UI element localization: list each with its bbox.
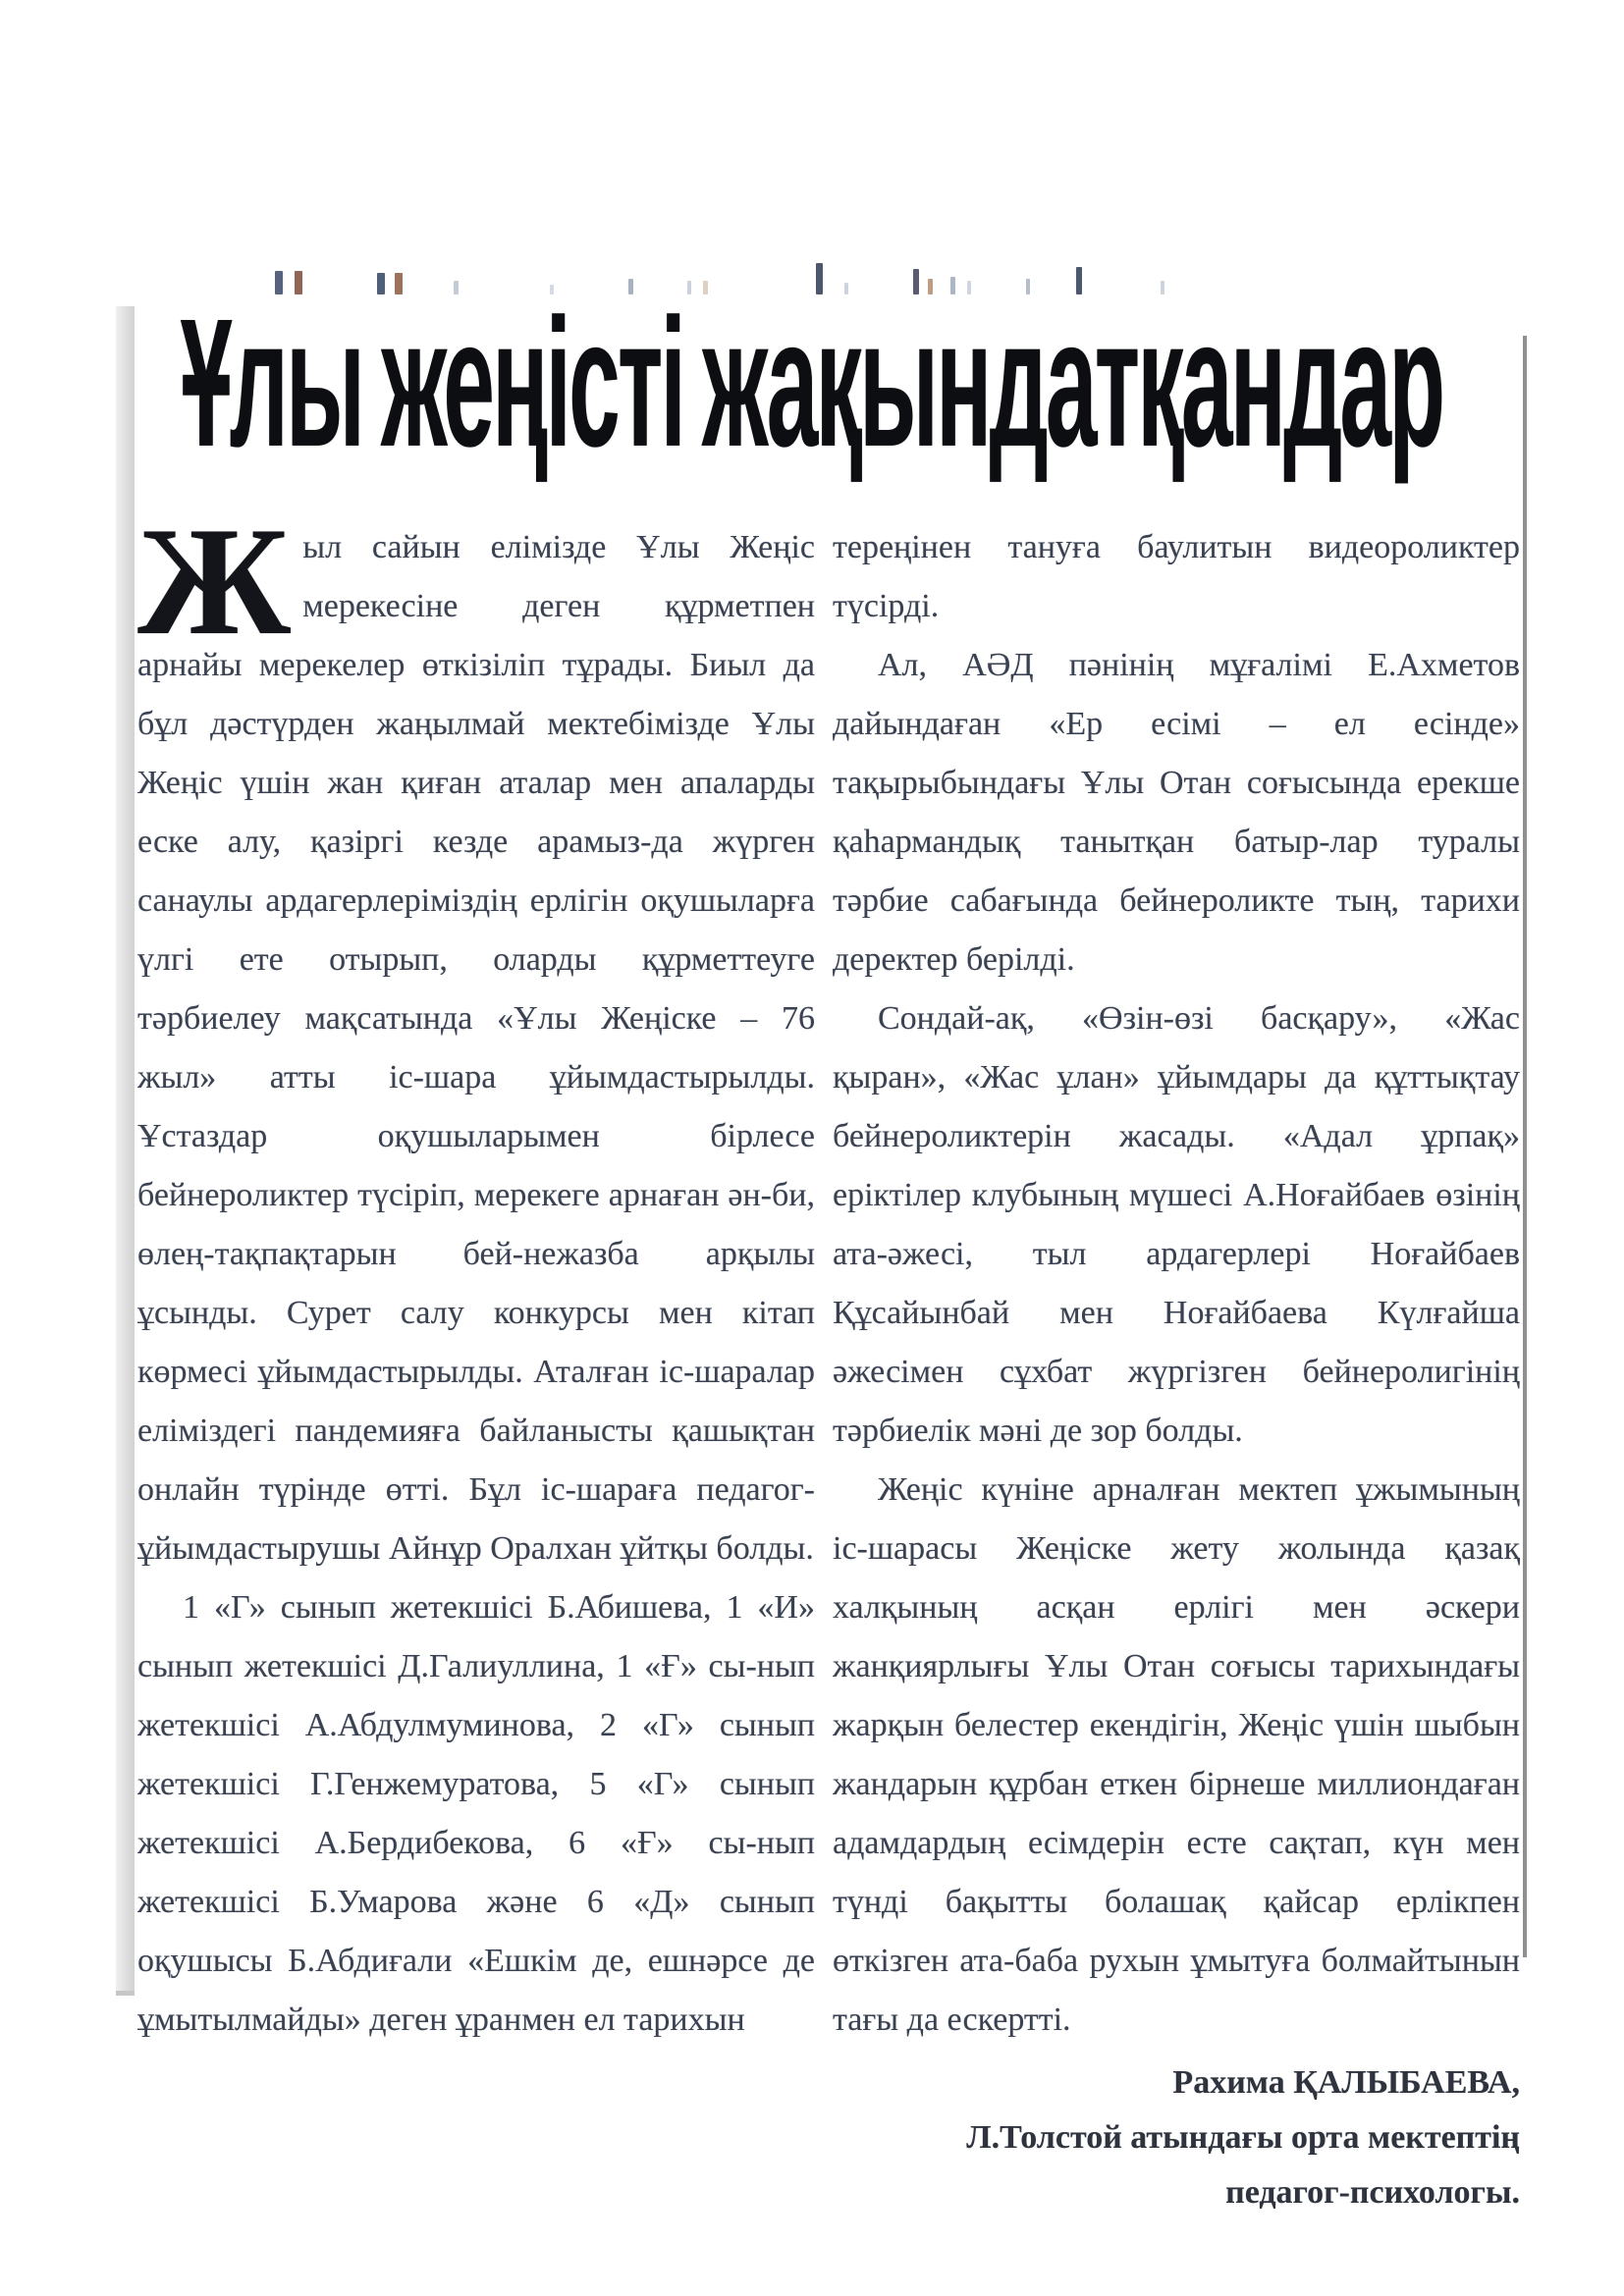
lead-paragraph xyxy=(137,518,815,1578)
article-column-2 xyxy=(833,518,1520,2220)
article-title-text: Ұлы жеңісті жақындатқандар xyxy=(181,281,1443,485)
byline-role: педагог-психологы. xyxy=(1225,2174,1520,2211)
article-column-1 xyxy=(137,518,815,2220)
drop-cap: Ж xyxy=(137,518,292,667)
byline-author: Рахима ҚАЛЫБАЕВА, xyxy=(1172,2064,1520,2101)
paragraph: Сондай-ақ, «Өзін-өзі басқару», «Жас қыран», «Жас ұлан» ұйымдары да құттықтау бейнероликтерін жасады. «Адал ұрпақ» еріктілер клубының мүшесі А.Ноғайбаев өзінің ата-әжесі, тыл ардагерлері Ноғайбаев Құсайынбай мен Ноғайбаева Күлғайша әжесімен сұхбат жүргізген бейнеролигінің тәрбиелік мәні де зор болды. xyxy=(833,1000,1520,1449)
paragraph: 1 «Г» сынып жетекшісі Б.Абишева, 1 «И» сынып жетекшісі Д.Галиуллина, 1 «Ғ» сы-нып жетекшісі А.Абдулмуминова, 2 «Г» сынып жетекшісі Г.Генжемуратова, 5 «Г» сынып жетекшісі А.Бердибекова, 6 «Ғ» сы-нып жетекшісі Б.Умарова және 6 «Д» сынып оқушысы Б.Абдиғали «Ешкім де, ешнәрсе де ұмытылмайды» деген ұранмен ел тарихын xyxy=(137,1589,815,2038)
article-body xyxy=(137,518,1520,2220)
paragraph: Жеңіс күніне арналған мектеп ұжымының іс-шарасы Жеңіске жету жолында қазақ халқының асқан ерлігі мен әскери жанқиярлығы Ұлы Отан соғысы тарихындағы жарқын белестер екендігін, Жеңіс үшін шыбын жандарын құрбан еткен бірнеше миллиондаған адамдардың есімдерін есте сақтап, күн мен түнді бақытты болашақ қайсар ерлікпен өткізген ата-баба рухын ұмытуға болмайтынын тағы да ескертті. xyxy=(833,1471,1520,2038)
paragraph-text: ыл сайын елімізде Ұлы Жеңіс мерекесіне деген құрметпен арнайы мерекелер өткізіліп тұрады. Биыл да бұл дәстүрден жаңылмай мектебімізде Ұлы Жеңіс үшін жан қиған аталар мен апаларды еске алу, қазіргі кезде арамыз-да жүрген санаулы ардагерлеріміздің ерлігін оқушыларға үлгі ете отырып, оларды құрметтеуге тәрбиелеу мақсатында «Ұлы Жеңіске – 76 жыл» атты іс-шара ұйымдастырылды. Ұстаздар оқушыларымен бірлесе бейнероликтер түсіріп, мерекеге арнаған ән-би, өлең-тақпақтарын бей-нежазба арқылы ұсынды. Сурет салу конкурсы мен кітап көрмесі ұйымдастырылды. Аталған іс-шаралар еліміздегі пандемияға байланысты қашықтан онлайн түрінде өтті. Бұл іс-шараға педагог-ұйымдастырушы Айнұр Оралхан ұйтқы болды. xyxy=(137,529,815,1567)
article-title xyxy=(120,281,1504,485)
byline-affiliation: Л.Толстой атындағы орта мектептің xyxy=(966,2119,1520,2156)
continuation-paragraph: тереңінен тануға баулитын видеороликтер түсірді. xyxy=(833,529,1520,624)
column-rule xyxy=(1523,336,1527,1957)
scan-edge-strip xyxy=(116,306,135,1996)
byline xyxy=(833,2056,1520,2220)
paragraph: Ал, АӘД пәнінің мұғалімі Е.Ахметов дайындаған «Ер есімі – ел есінде» тақырыбындағы Ұлы Отан соғысында ерекше қаһармандық танытқан батыр-лар туралы тәрбие сабағында бейнероликте тың, тарихи деректер берілді. xyxy=(833,647,1520,978)
